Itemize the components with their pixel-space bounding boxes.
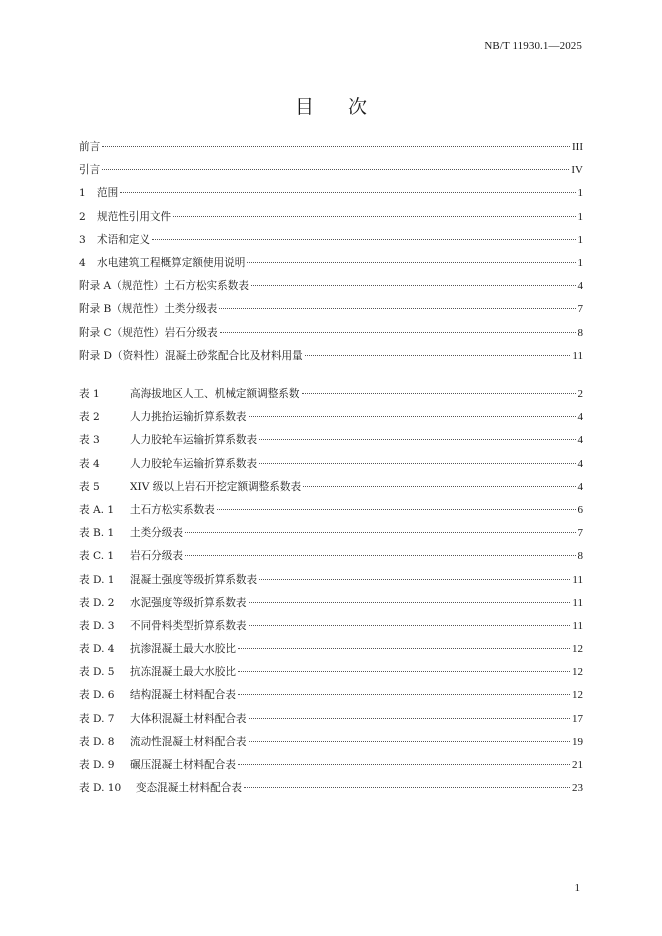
entry-label: 附录 B（规范性）土类分级表 bbox=[79, 303, 218, 316]
toc-entry[interactable] bbox=[79, 641, 583, 664]
dot-leader bbox=[219, 308, 575, 309]
toc-entry[interactable] bbox=[79, 325, 583, 348]
entry-number: 3 bbox=[79, 233, 86, 246]
toc-entry[interactable] bbox=[79, 409, 583, 432]
entry-label: 大体积混凝土材料配合表 bbox=[130, 712, 247, 725]
entry-page: 12 bbox=[572, 643, 583, 656]
entry-page: 23 bbox=[572, 782, 583, 795]
entry-label: 附录 C（规范性）岩石分级表 bbox=[79, 326, 218, 339]
entry-number: 表 2 bbox=[79, 411, 100, 424]
dot-leader bbox=[259, 439, 575, 440]
toc-entry[interactable] bbox=[79, 139, 583, 162]
entry-label: 土石方松实系数表 bbox=[130, 503, 215, 516]
entry-number: 表 D. 3 bbox=[79, 619, 115, 632]
entry-page: 12 bbox=[572, 689, 583, 702]
entry-page: 8 bbox=[577, 326, 583, 339]
toc-entry[interactable] bbox=[79, 209, 583, 232]
entry-label: 水电建筑工程概算定额使用说明 bbox=[97, 256, 246, 269]
entry-page: 4 bbox=[577, 434, 583, 447]
toc-entry[interactable] bbox=[79, 548, 583, 571]
dot-leader bbox=[244, 787, 570, 788]
entry-page: 8 bbox=[577, 550, 583, 563]
entry-label: 引言 bbox=[79, 164, 101, 177]
dot-leader bbox=[238, 671, 570, 672]
entry-number: 1 bbox=[79, 187, 86, 200]
dot-leader bbox=[259, 463, 575, 464]
entry-label: 混凝土强度等级折算系数表 bbox=[130, 573, 258, 586]
dot-leader bbox=[259, 579, 570, 580]
toc-entry[interactable] bbox=[79, 595, 583, 618]
toc-entry[interactable] bbox=[79, 757, 583, 780]
entry-number: 表 4 bbox=[79, 457, 100, 470]
toc-entry[interactable] bbox=[79, 502, 583, 525]
entry-page: 1 bbox=[577, 187, 583, 200]
toc-entry[interactable] bbox=[79, 572, 583, 595]
entry-label: 结构混凝土材料配合表 bbox=[130, 689, 236, 702]
entry-number: 表 D. 7 bbox=[79, 712, 115, 725]
toc-entry[interactable] bbox=[79, 456, 583, 479]
entry-page: 4 bbox=[577, 480, 583, 493]
entry-label: 抗冻混凝土最大水胶比 bbox=[130, 666, 236, 679]
entry-number: 表 5 bbox=[79, 480, 100, 493]
toc-entry[interactable] bbox=[79, 185, 583, 208]
entry-number: 2 bbox=[79, 210, 86, 223]
entry-label: 规范性引用文件 bbox=[97, 210, 172, 223]
entry-page: 4 bbox=[577, 457, 583, 470]
dot-leader bbox=[247, 262, 575, 263]
dot-leader bbox=[238, 694, 570, 695]
dot-leader bbox=[152, 239, 576, 240]
entry-number: 表 D. 5 bbox=[79, 666, 115, 679]
page-title: 目 次 bbox=[294, 96, 382, 118]
entry-label: 人力胶轮车运输折算系数表 bbox=[130, 434, 258, 447]
entry-page: 11 bbox=[572, 619, 583, 632]
toc-entry[interactable] bbox=[79, 301, 583, 324]
dot-leader bbox=[249, 602, 571, 603]
page-number: 1 bbox=[574, 882, 580, 894]
entry-number: 表 D. 9 bbox=[79, 759, 115, 771]
entry-page: 11 bbox=[572, 349, 583, 362]
toc-entry[interactable] bbox=[79, 162, 583, 185]
toc-entry[interactable] bbox=[79, 711, 583, 734]
entry-page: 1 bbox=[577, 256, 583, 269]
dot-leader bbox=[251, 285, 576, 286]
entry-label: 土类分级表 bbox=[130, 527, 183, 540]
toc-entry[interactable] bbox=[79, 432, 583, 455]
entry-page: IV bbox=[571, 164, 583, 177]
entry-page: 21 bbox=[572, 759, 583, 771]
entry-page: 12 bbox=[572, 666, 583, 679]
entry-label: 前言 bbox=[79, 141, 101, 153]
dot-leader bbox=[303, 486, 575, 487]
entry-label: 水泥强度等级折算系数表 bbox=[130, 596, 247, 609]
entry-label: 术语和定义 bbox=[97, 233, 150, 246]
dot-leader bbox=[220, 332, 576, 333]
dot-leader bbox=[217, 509, 576, 510]
entry-page: 17 bbox=[572, 712, 583, 725]
entry-page: III bbox=[572, 141, 583, 153]
entry-page: 7 bbox=[577, 527, 583, 540]
dot-leader bbox=[102, 146, 570, 147]
entry-page: 19 bbox=[572, 735, 583, 748]
toc-list bbox=[79, 139, 583, 371]
entry-page: 11 bbox=[572, 573, 583, 586]
dot-leader bbox=[238, 648, 570, 649]
entry-label: 岩石分级表 bbox=[130, 550, 183, 563]
entry-number: 表 C. 1 bbox=[79, 550, 115, 563]
entry-number: 表 D. 6 bbox=[79, 689, 115, 702]
toc-entry[interactable] bbox=[79, 664, 583, 687]
entry-label: 高海拔地区人工、机械定额调整系数 bbox=[130, 388, 300, 400]
entry-number: 表 B. 1 bbox=[79, 527, 115, 540]
toc-entry[interactable] bbox=[79, 348, 583, 371]
entry-label: 抗渗混凝土最大水胶比 bbox=[130, 643, 236, 656]
table-list bbox=[79, 386, 583, 803]
dot-leader bbox=[102, 169, 569, 170]
entry-page: 1 bbox=[577, 210, 583, 223]
toc-entry[interactable] bbox=[79, 618, 583, 641]
toc-entry[interactable] bbox=[79, 255, 583, 278]
standard-code: NB/T 11930.1—2025 bbox=[484, 40, 582, 52]
toc-entry[interactable] bbox=[79, 479, 583, 502]
dot-leader bbox=[185, 532, 576, 533]
entry-number: 表 3 bbox=[79, 434, 100, 447]
entry-number: 表 D. 1 bbox=[79, 573, 115, 586]
dot-leader bbox=[173, 216, 575, 217]
entry-label: 范围 bbox=[97, 187, 119, 200]
entry-page: 11 bbox=[572, 596, 583, 609]
entry-page: 2 bbox=[577, 388, 583, 400]
dot-leader bbox=[302, 393, 576, 394]
toc-entry[interactable] bbox=[79, 232, 583, 255]
entry-label: 碾压混凝土材料配合表 bbox=[130, 759, 236, 771]
toc-entry[interactable] bbox=[79, 278, 583, 301]
dot-leader bbox=[305, 355, 571, 356]
entry-label: 人力胶轮车运输折算系数表 bbox=[130, 457, 258, 470]
entry-label: 人力挑抬运输折算系数表 bbox=[130, 411, 247, 424]
dot-leader bbox=[249, 718, 570, 719]
entry-page: 4 bbox=[577, 411, 583, 424]
entry-page: 7 bbox=[577, 303, 583, 316]
entry-number: 表 D. 10 bbox=[79, 782, 122, 795]
dot-leader bbox=[120, 192, 575, 193]
entry-label: 流动性混凝土材料配合表 bbox=[130, 735, 247, 748]
dot-leader bbox=[249, 416, 576, 417]
entry-number: 表 A. 1 bbox=[79, 503, 115, 516]
entry-label: XIV 级以上岩石开挖定额调整系数表 bbox=[130, 480, 302, 493]
toc-entry[interactable] bbox=[79, 780, 583, 803]
entry-page: 1 bbox=[577, 233, 583, 246]
toc-entry[interactable] bbox=[79, 734, 583, 757]
toc-entry[interactable] bbox=[79, 687, 583, 710]
dot-leader bbox=[238, 764, 570, 765]
entry-page: 6 bbox=[577, 503, 583, 516]
entry-number: 表 D. 8 bbox=[79, 735, 115, 748]
toc-entry[interactable] bbox=[79, 386, 583, 409]
entry-label: 不同骨料类型折算系数表 bbox=[130, 619, 247, 632]
dot-leader bbox=[249, 625, 571, 626]
entry-number: 4 bbox=[79, 256, 86, 269]
entry-label: 附录 D（资料性）混凝土砂浆配合比及材料用量 bbox=[79, 349, 303, 362]
toc-entry[interactable] bbox=[79, 525, 583, 548]
entry-number: 表 D. 4 bbox=[79, 643, 115, 656]
entry-number: 表 1 bbox=[79, 388, 100, 400]
entry-label: 附录 A（规范性）土石方松实系数表 bbox=[79, 280, 249, 293]
entry-page: 4 bbox=[577, 280, 583, 293]
entry-label: 变态混凝土材料配合表 bbox=[136, 782, 242, 795]
dot-leader bbox=[249, 741, 570, 742]
dot-leader bbox=[185, 555, 576, 556]
entry-number: 表 D. 2 bbox=[79, 596, 115, 609]
